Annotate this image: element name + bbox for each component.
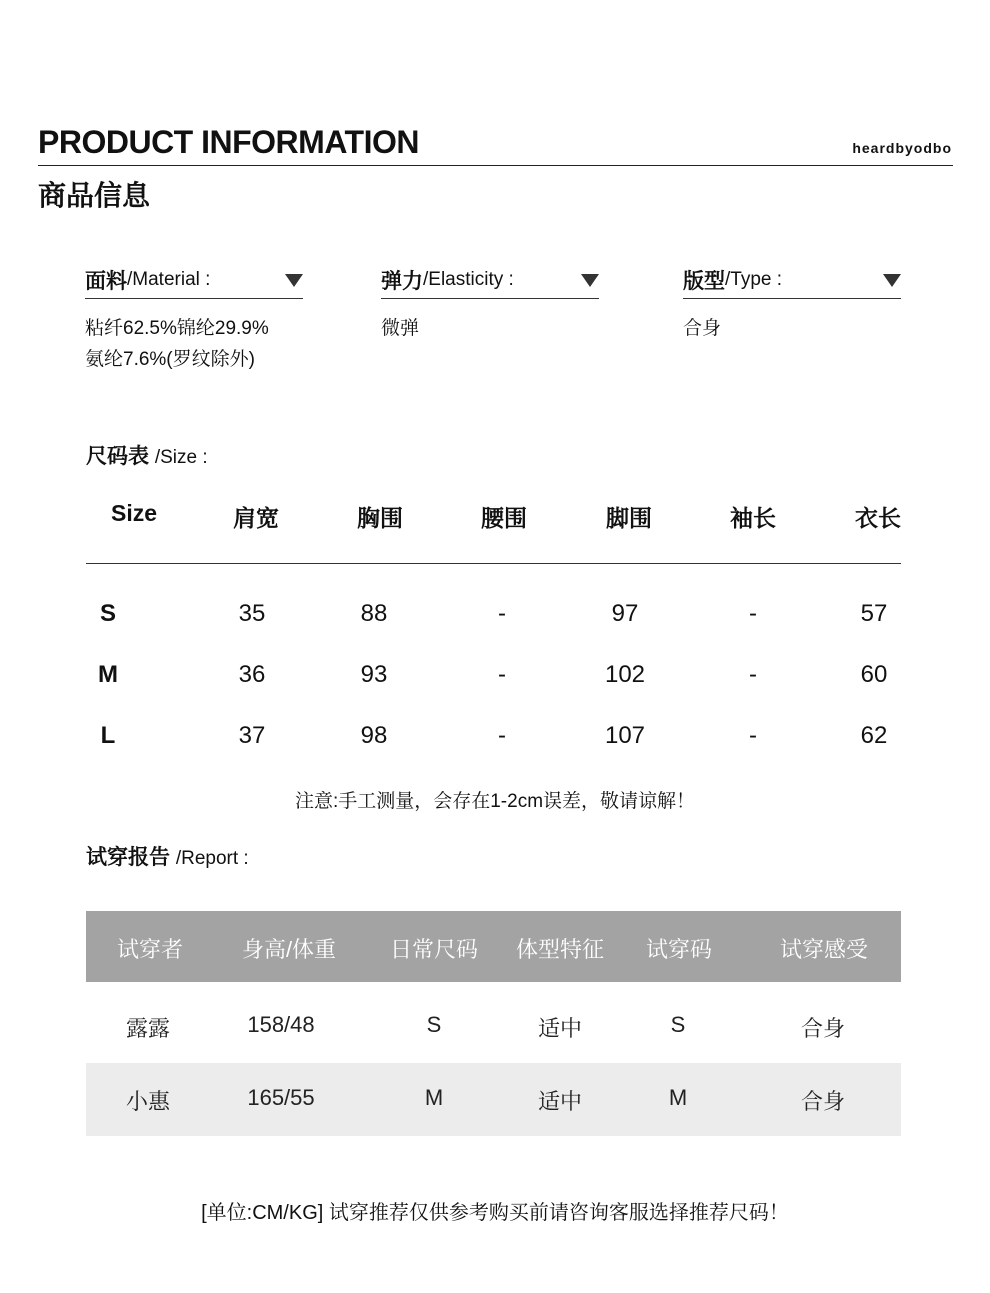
report-table-row	[86, 990, 901, 1063]
footer-disclaimer: [单位:CM/KG] 试穿推荐仅供参考购买前请咨询客服选择推荐尺码！	[201, 1202, 789, 1224]
size-header-cell: Size	[111, 500, 158, 526]
attribute-elasticity-label-en: /Elasticity :	[423, 269, 514, 290]
size-cell: 62	[860, 722, 888, 749]
size-section-label-en: /Size :	[154, 447, 208, 468]
attribute-material-value	[85, 313, 303, 375]
report-section-label-en: /Report :	[175, 848, 249, 869]
attribute-material-value-line: 粘纤62.5%锦纶29.9%	[85, 318, 269, 339]
triangle-down-icon	[581, 274, 599, 287]
header-divider	[38, 165, 953, 166]
report-cell: 露露	[125, 1016, 170, 1041]
report-header-cell: 身高/体重	[241, 937, 337, 962]
size-cell: 60	[860, 661, 888, 688]
size-cell: -	[749, 661, 757, 688]
size-table-row	[86, 722, 901, 762]
size-cell: 36	[238, 661, 266, 688]
triangle-down-icon	[285, 274, 303, 287]
report-cell: 小惠	[125, 1089, 170, 1114]
brand-name: heardbyodbo	[852, 140, 952, 156]
size-cell: M	[98, 661, 118, 688]
report-table-row	[86, 1063, 901, 1136]
size-cell: -	[498, 600, 506, 627]
size-cell: 35	[238, 600, 266, 627]
report-cell: 适中	[537, 1089, 582, 1114]
size-table-divider	[86, 563, 901, 564]
size-table-row	[86, 661, 901, 701]
report-cell: 合身	[800, 1089, 845, 1114]
size-cell: 98	[360, 722, 388, 749]
attribute-material-header	[85, 262, 303, 299]
report-section-label	[86, 841, 249, 871]
size-header-cell: 腰围	[481, 505, 527, 531]
size-cell: 88	[360, 600, 388, 627]
measurement-note: 注意:手工测量，会存在1-2cm误差，敬请谅解！	[294, 791, 696, 812]
size-cell: -	[498, 661, 506, 688]
triangle-down-icon	[883, 274, 901, 287]
attribute-type-header	[683, 262, 901, 299]
report-cell: S	[426, 1012, 442, 1037]
size-header-cell: 胸围	[357, 505, 403, 531]
report-cell: 合身	[800, 1016, 845, 1041]
size-section-label-cn: 尺码表	[86, 445, 149, 468]
report-cell: 158/48	[247, 1012, 315, 1037]
report-cell: M	[424, 1085, 444, 1110]
attribute-type-label-en: /Type :	[725, 269, 783, 290]
size-cell: S	[99, 600, 116, 627]
size-table-row	[86, 600, 901, 640]
size-cell: 107	[604, 722, 646, 749]
size-cell: -	[498, 722, 506, 749]
report-header-cell: 体型特征	[515, 937, 604, 962]
attribute-material-label-en: /Material :	[127, 269, 211, 290]
attribute-type-label-cn: 版型	[683, 270, 725, 293]
attribute-elasticity-value-line: 微弹	[381, 318, 420, 339]
report-header-cell: 试穿感受	[779, 937, 868, 962]
page-title-cn: 商品信息	[38, 180, 151, 211]
report-header-cell: 试穿码	[645, 937, 712, 962]
report-section-label-cn: 试穿报告	[86, 846, 170, 869]
attribute-material	[85, 262, 303, 375]
attribute-material-label-cn: 面料	[85, 270, 127, 293]
size-table-header	[86, 500, 901, 536]
size-cell: 102	[604, 661, 646, 688]
size-cell: -	[749, 600, 757, 627]
size-cell: -	[749, 722, 757, 749]
report-header-cell: 日常尺码	[389, 937, 478, 962]
size-header-cell: 袖长	[730, 505, 776, 531]
report-header-cell: 试穿者	[116, 937, 183, 962]
attribute-elasticity-value	[381, 313, 599, 344]
report-cell: 适中	[537, 1016, 582, 1041]
report-cell: M	[668, 1085, 688, 1110]
page-title-en: PRODUCT INFORMATION	[38, 124, 419, 160]
size-header-cell: 肩宽	[233, 505, 279, 531]
report-table-header	[86, 911, 901, 982]
attribute-elasticity-header	[381, 262, 599, 299]
attribute-material-value-line: 氨纶7.6%(罗纹除外)	[85, 349, 255, 370]
report-cell: S	[670, 1012, 686, 1037]
size-cell: 37	[238, 722, 266, 749]
size-cell: 97	[611, 600, 639, 627]
size-header-cell: 脚围	[606, 505, 652, 531]
size-cell: 57	[860, 600, 888, 627]
report-cell: 165/55	[247, 1085, 315, 1110]
size-section-label	[86, 440, 208, 470]
attribute-type-value	[683, 313, 901, 344]
attribute-type	[683, 262, 901, 344]
size-header-cell: 衣长	[855, 505, 901, 531]
attribute-type-value-line: 合身	[683, 318, 722, 339]
attribute-elasticity-label-cn: 弹力	[381, 270, 423, 293]
size-cell: 93	[360, 661, 388, 688]
attribute-elasticity	[381, 262, 599, 344]
size-cell: L	[100, 722, 116, 749]
